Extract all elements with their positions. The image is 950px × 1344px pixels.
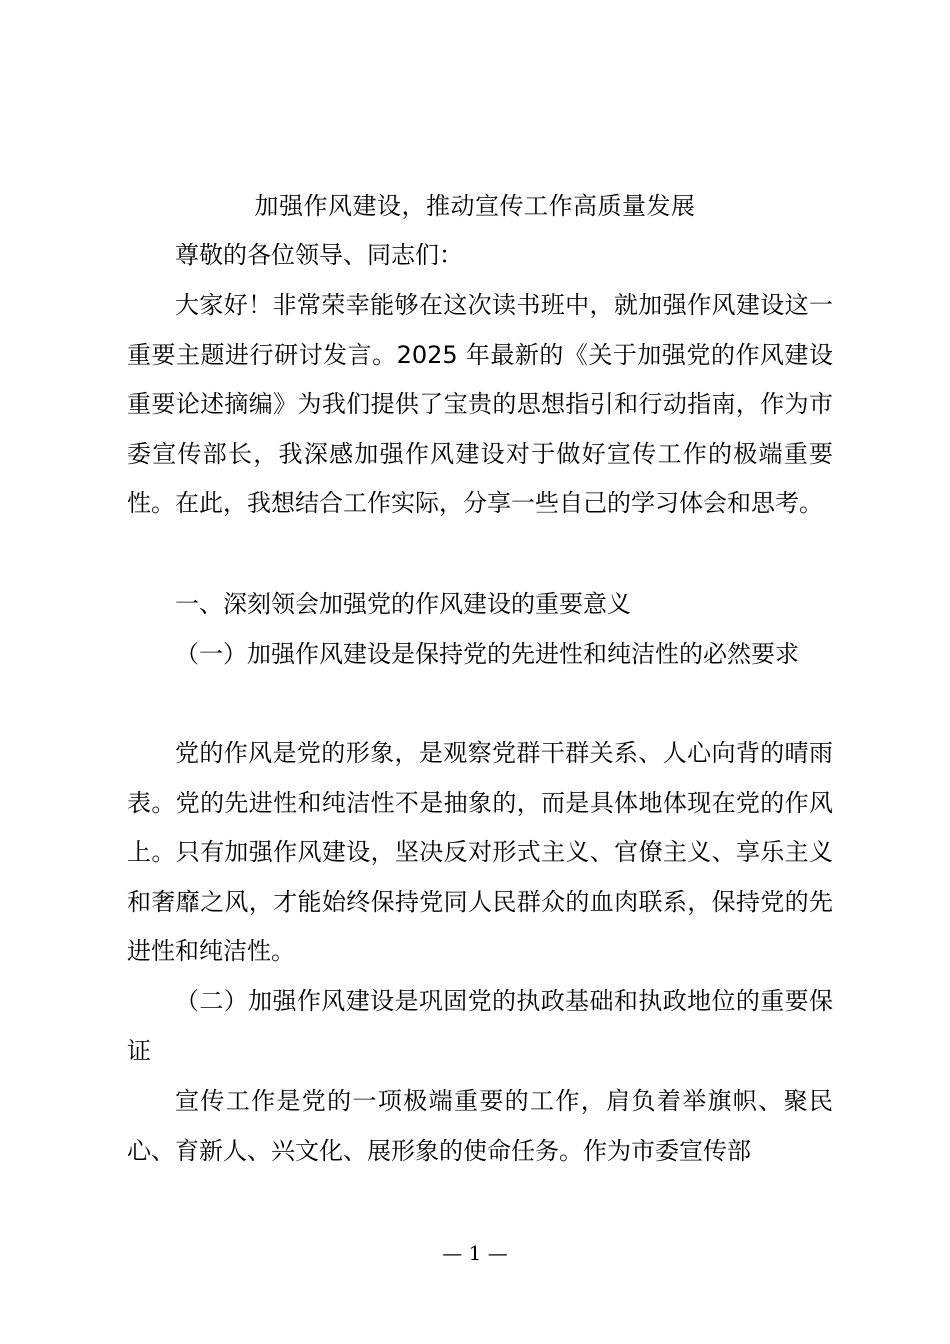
intro-paragraph: 大家好！非常荣幸能够在这次读书班中，就加强作风建设这一重要主题进行研讨发言。2025 年最新的《关于加强党的作风建设重要论述摘编》为我们提供了宝贵的思想指引和行动指南，作为市委宣传部长，我深感加强作风建设对于做好宣传工作的极端重要性。在此，我想结合工作实际，分享一些自己的学习体会和思考。 — [127, 291, 833, 517]
subsection-heading-2: （二）加强作风建设是巩固党的执政基础和执政地位的重要保证 — [127, 987, 833, 1065]
subsection-heading-1: （一）加强作风建设是保持党的先进性和纯洁性的必然要求 — [175, 640, 799, 668]
subsection-body-1: 党的作风是党的形象，是观察党群干群关系、人心向背的晴雨表。党的先进性和纯洁性不是抽象的，而是具体地体现在党的作风上。只有加强作风建设，坚决反对形式主义、官僚主义、享乐主义和奢靡之风，才能始终保持党同人民群众的血肉联系，保持党的先进性和纯洁性。 — [127, 739, 833, 965]
page-number: — 1 — — [442, 1241, 508, 1265]
salutation: 尊敬的各位领导、同志们： — [175, 241, 463, 269]
document-title: 加强作风建设，推动宣传工作高质量发展 — [254, 192, 696, 220]
subsection-body-2: 宣传工作是党的一项极端重要的工作，肩负着举旗帜、聚民心、育新人、兴文化、展形象的使命任务。作为市委宣传部 — [127, 1087, 833, 1165]
section-heading-1: 一、深刻领会加强党的作风建设的重要意义 — [175, 590, 631, 618]
